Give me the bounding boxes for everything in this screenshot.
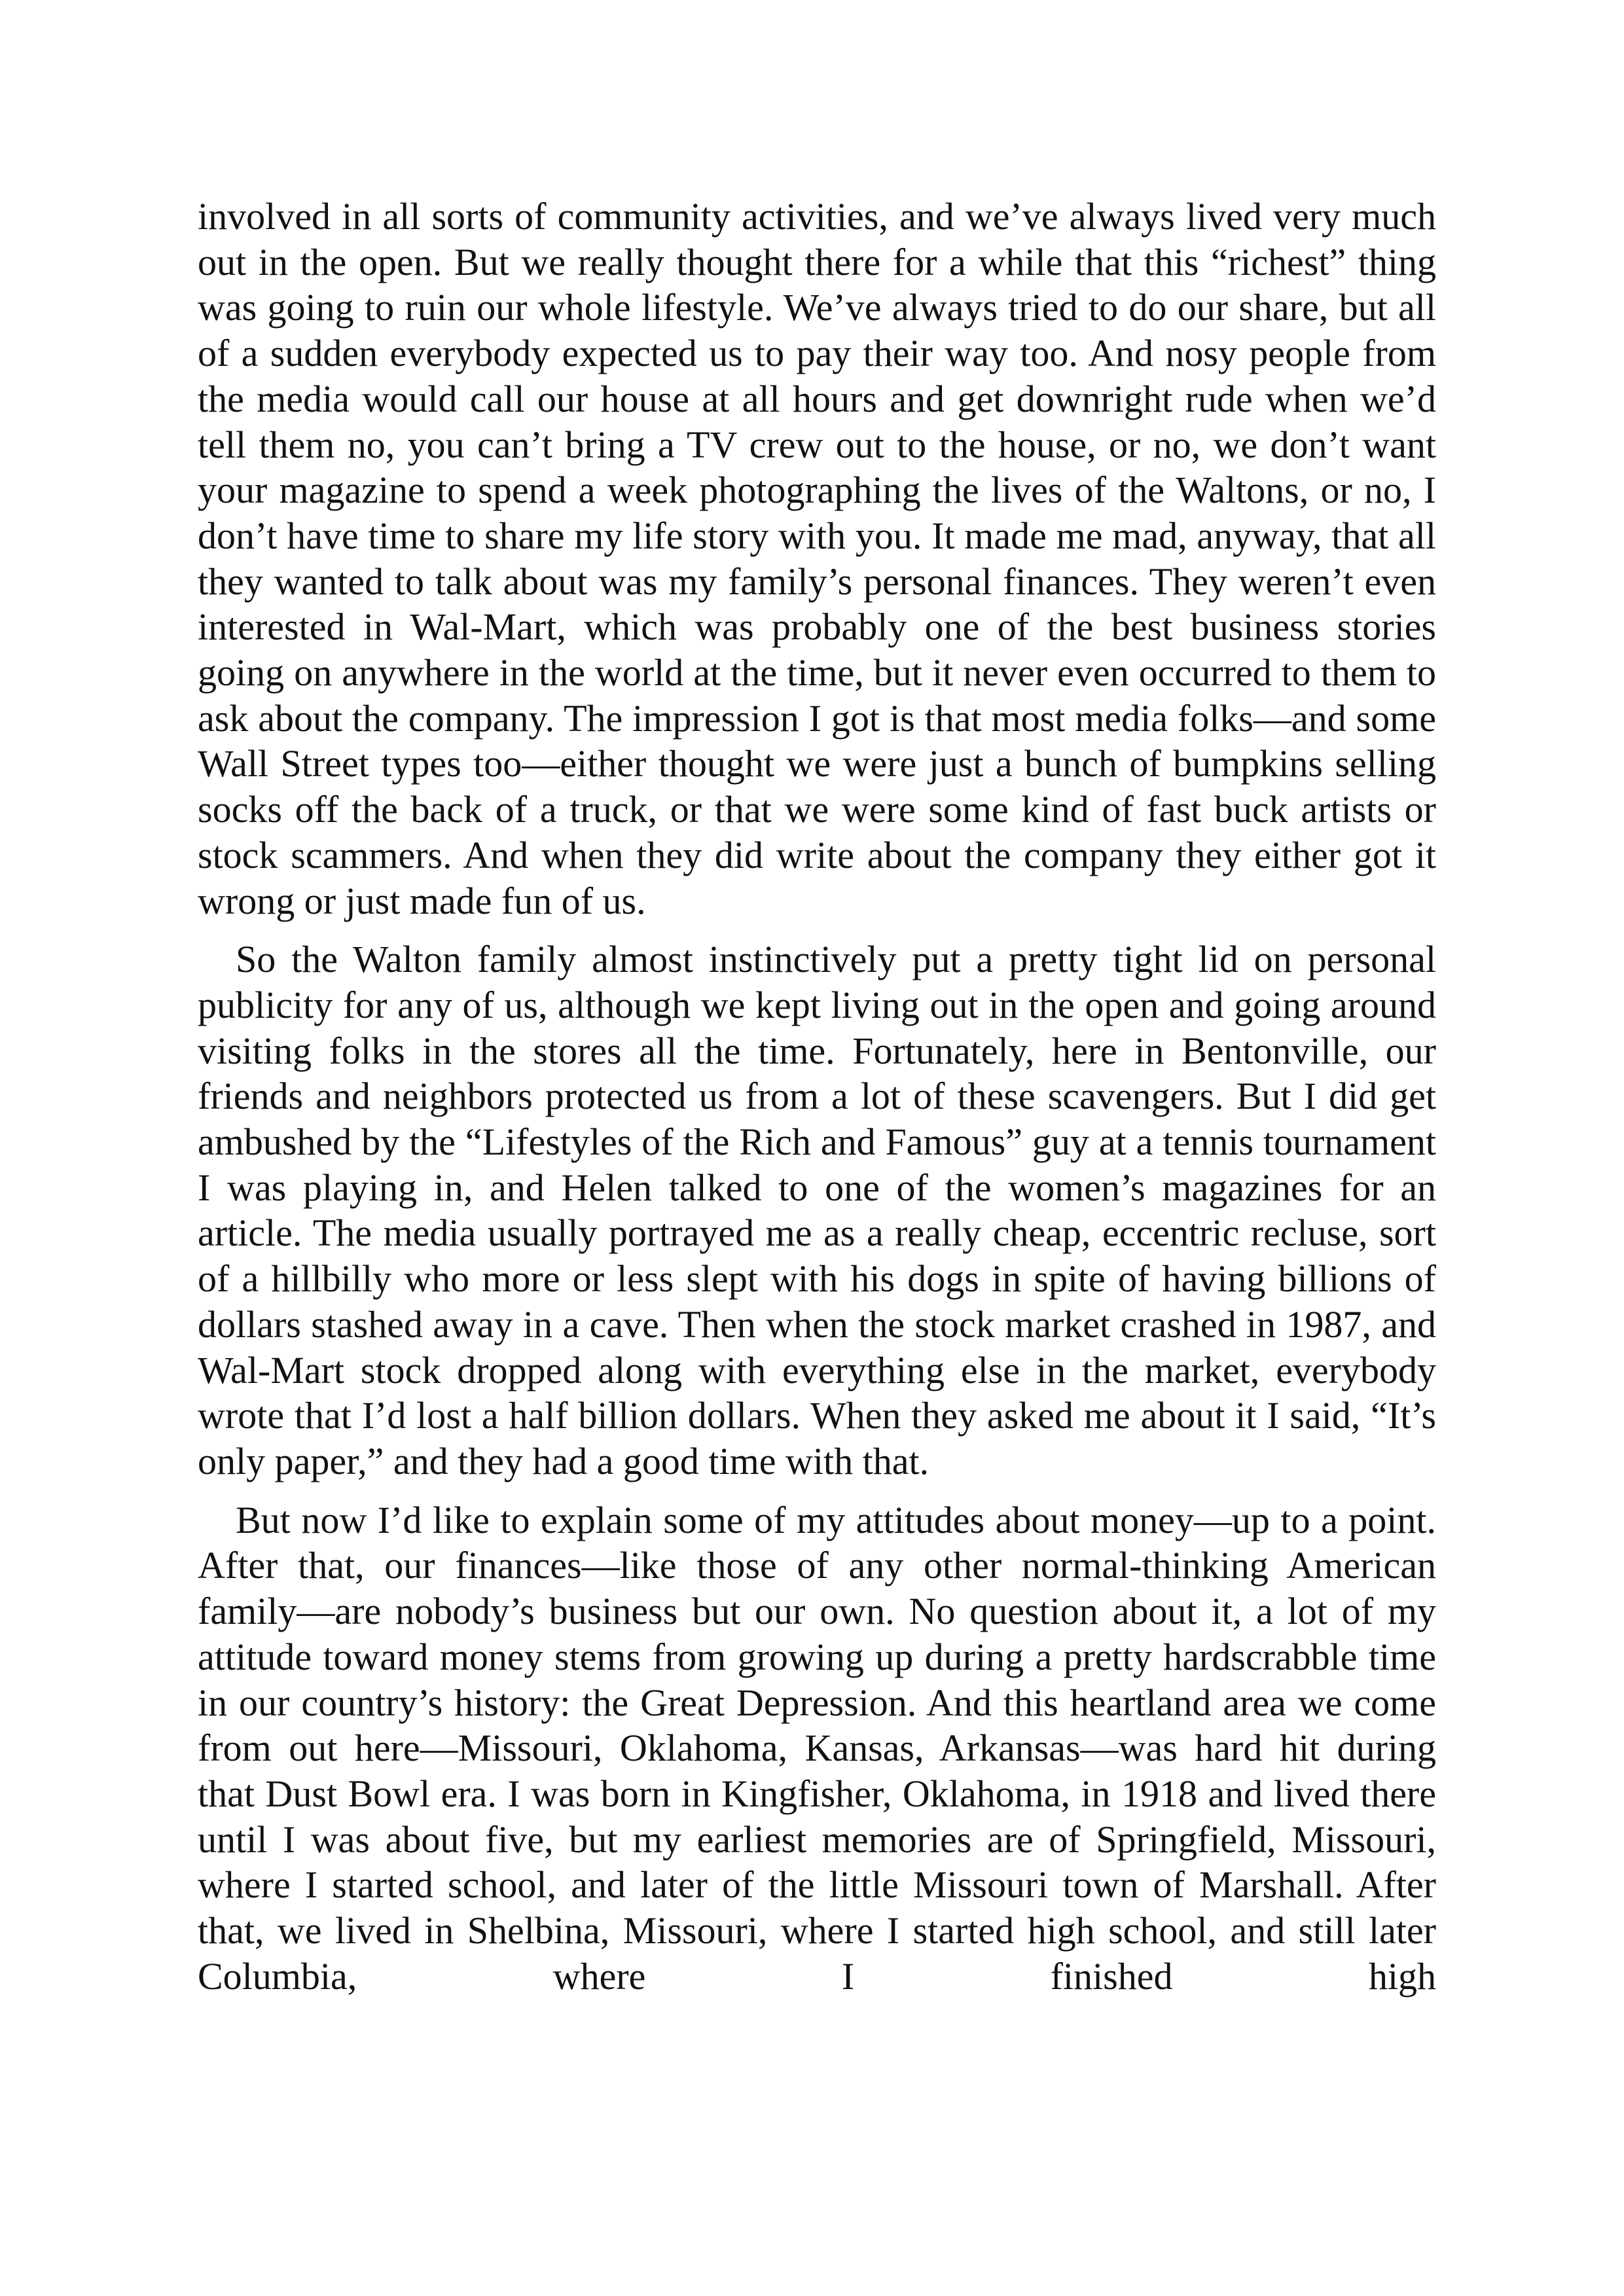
paragraph-1: involved in all sorts of community activities, and we’ve always lived very much out in the open. But we really thought there for a while that this “richest” thing was going to ruin our whole lifestyle. We’ve always tried to do our share, but all of a sudden everybody expected us to pay their way too. And nosy people from the media would call our house at all hours and get downright rude when we’d tell them no, you can’t bring a TV crew out to the house, or no, we don’t want your magazine to spend a week photographing the lives of the Waltons, or no, I don’t have time to share my life story with you. It made me mad, anyway, that all they wanted to talk about was my family’s personal finances. They weren’t even interested in Wal-Mart, which was probably one of the best business stories going on anywhere in the world at the time, but it never even occurred to them to ask about the company. The impression I got is that most media folks—and some Wall Street types too—either thought we were just a bunch of bumpkins selling socks off the back of a truck, or that we were some kind of fast buck artists or stock scammers. And when they did write about the company they either got it wrong or just made fun of us. <box>198 195 1436 922</box>
paragraph-3: But now I’d like to explain some of my attitudes about money—up to a point. After that, our finances—like those of any other normal-thinking American family—are nobody’s business but our own. No question about it, a lot of my attitude toward money stems from growing up during a pretty hardscrabble time in our country’s history: the Great Depression. And this heartland area we come from out here—Missouri, Oklahoma, Kansas, Arkansas—was hard hit during that Dust Bowl era. I was born in Kingfisher, Oklahoma, in 1918 and lived there until I was about five, but my earliest memories are of Springfield, Missouri, where I started school, and later of the little Missouri town of Marshall. After that, we lived in Shelbina, Missouri, where I started high school, and still later Columbia, where I finished high <box>198 1498 1436 1998</box>
paragraph-2: So the Walton family almost instinctively put a pretty tight lid on personal publicity for any of us, although we kept living out in the open and going around visiting folks in the stores all the time. Fortunately, here in Bentonville, our friends and neighbors protected us from a lot of these scavengers. But I did get ambushed by the “Lifestyles of the Rich and Famous” guy at a tennis tournament I was playing in, and Helen talked to one of the women’s magazines for an article. The media usually portrayed me as a really cheap, eccentric recluse, sort of a hillbilly who more or less slept with his dogs in spite of having billions of dollars stashed away in a cave. Then when the stock market crashed in 1987, and Wal-Mart stock dropped along with everything else in the market, everybody wrote that I’d lost a half billion dollars. When they asked me about it I said, “It’s only paper,” and they had a good time with that. <box>198 938 1436 1482</box>
body-text <box>198 194 1436 1999</box>
